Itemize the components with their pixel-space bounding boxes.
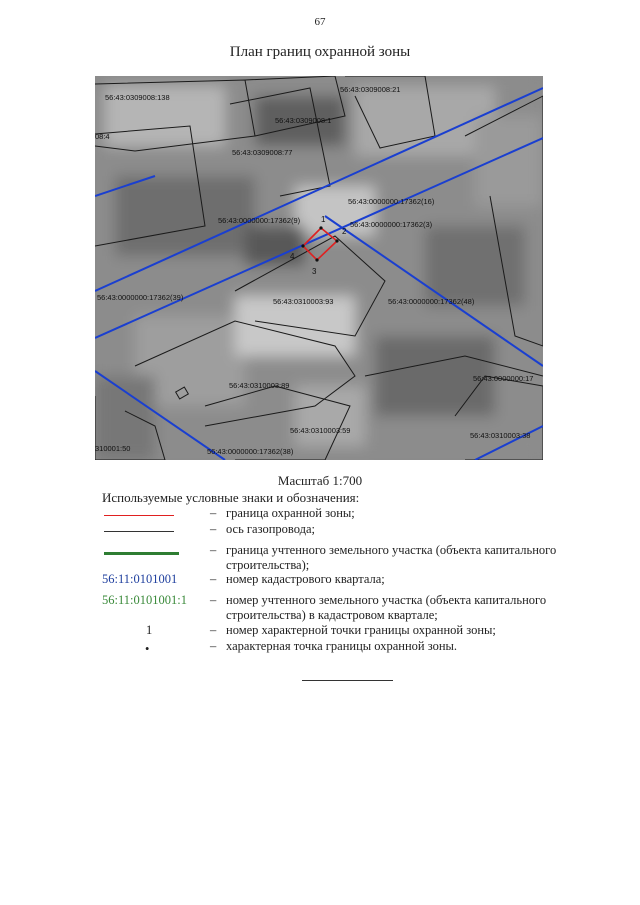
parcel-label: 56:43:0310003:59: [290, 426, 351, 435]
zone-point-3: [315, 258, 318, 261]
parcel-label: 56:43:0310003:38: [470, 431, 531, 440]
gas-pipeline-line-icon: [104, 531, 174, 532]
page-number: 67: [314, 16, 326, 28]
point-label-4: 4: [290, 252, 295, 261]
parcel-boundary-line-icon: [104, 552, 179, 555]
parcel-label: 56:43:0000000:17362(16): [348, 197, 435, 206]
legend-symbol: 1: [146, 623, 153, 637]
parcel-label: 56:43:0309008:21: [340, 85, 401, 94]
parcel-label: 56:43:0310003:93: [273, 297, 334, 306]
legend-description: характерная точка границы охранной зоны.: [226, 639, 458, 653]
zone-point-1: [319, 226, 322, 229]
legend-description: номер учтенного земельного участка (объекта капитального строительства) в кадастровом квартале;: [226, 593, 547, 622]
zone-point-2: [335, 239, 338, 242]
legend-heading: Используемые условные знаки и обозначения:: [102, 490, 360, 505]
legend-description: номер кадастрового квартала;: [226, 572, 385, 586]
legend-description: граница учтенного земельного участка (объекта капитального строительства);: [226, 543, 557, 572]
legend-symbol: 56:11:0101001: [102, 572, 178, 586]
parcel-label: 56:43:0000000:17: [473, 374, 534, 383]
parcel-label: 56:43:0310003:89: [229, 381, 290, 390]
footer-divider: [302, 680, 393, 681]
point-label-1: 1: [321, 215, 326, 224]
parcel-label: 56:43:0000000:17362(39): [97, 293, 184, 302]
parcel-label: 56:43:0309008:1: [275, 116, 332, 125]
zone-boundary-line-icon: [104, 515, 174, 516]
legend-symbol: 56:11:0101001:1: [102, 593, 187, 607]
point-dot-icon: •: [145, 642, 150, 656]
parcel-label: 56:43:0309008:77: [232, 148, 293, 157]
point-label-3: 3: [312, 267, 317, 276]
zone-point-4: [301, 244, 304, 247]
legend-description: ось газопровода;: [226, 522, 316, 536]
page-title: План границ охранной зоны: [229, 44, 411, 60]
legend-description: граница охранной зоны;: [226, 506, 355, 520]
parcel-label: 56:43:0000000:17362(48): [388, 297, 475, 306]
map-scale: Масштаб 1:700: [277, 473, 363, 488]
parcel-label: 310001:50: [95, 444, 131, 453]
parcel-label: 56:43:0309008:138: [105, 93, 170, 102]
legend-description: номер характерной точки границы охранной зоны;: [226, 623, 496, 637]
point-label-2: 2: [342, 227, 347, 236]
parcel-label: 56:43:0000000:17362(38): [207, 447, 294, 456]
parcel-label: 56:43:0000000:17362(3): [350, 220, 433, 229]
parcel-label: 56:43:0000000:17362(9): [218, 216, 301, 225]
cadastral-map: [95, 76, 543, 460]
parcel-label: 08:4: [95, 132, 110, 141]
